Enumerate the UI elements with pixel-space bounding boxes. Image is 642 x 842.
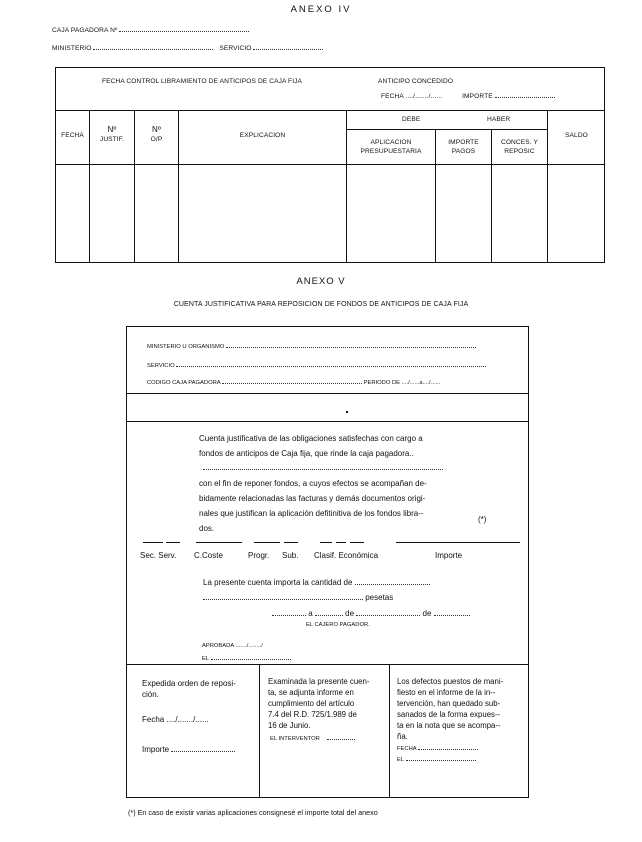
col-ccoste: C.Coste: [194, 551, 223, 560]
col-justif: JUSTIF.: [99, 136, 125, 143]
defectos-el-field[interactable]: [406, 755, 476, 761]
table-header-divider: [55, 110, 605, 111]
para-line-4: bidamente relacionadas las facturas y demás documentos origi-: [199, 494, 426, 503]
defectos-el-text: EL: [397, 757, 404, 763]
apl-line-progr: [254, 542, 280, 543]
col-fecha: FECHA: [61, 132, 84, 139]
defectos-6: ña.: [397, 732, 408, 741]
cajero-pagador: EL CAJERO PAGADOR.: [306, 622, 370, 628]
interventor-field[interactable]: [327, 734, 355, 740]
codigo-caja-line: [147, 378, 440, 386]
col-op: O/P: [150, 136, 163, 143]
table-title: FECHA CONTROL LIBRAMIENTO DE ANTICIPOS DE CAJA FIJA: [102, 78, 303, 85]
defectos-fecha-line: [397, 744, 478, 752]
col-conces-1: CONCES. Y: [500, 139, 539, 146]
servicio-v-field[interactable]: [176, 361, 486, 367]
aprobada-text: APROBADA: [202, 643, 234, 649]
de1-text: de: [345, 609, 355, 618]
codigo-caja-text: CODIGO CAJA PAGADORA: [147, 380, 221, 386]
col-progr: Progr.: [248, 551, 270, 560]
column-header-bottom: [55, 164, 605, 165]
pesetas-line: [203, 590, 393, 605]
examinada-4: 7.4 del R.D. 725/1.989 de: [268, 710, 357, 719]
examinada-3: cumplimiento del artículo: [268, 699, 355, 708]
form-divider-2: [126, 421, 529, 422]
anticipo-fecha-field[interactable]: ..../......./......: [405, 93, 443, 100]
servicio-v-text: SERVICIO: [147, 363, 175, 369]
defectos-5: ta en la nota que se acompa--: [397, 721, 501, 730]
importa-line: [203, 575, 430, 590]
ministerio-field[interactable]: [93, 44, 213, 50]
mes-field[interactable]: [356, 610, 420, 616]
lugar-fecha-line: [272, 606, 470, 621]
col-explicacion: EXPLICACION: [239, 132, 286, 139]
caja-pagadora-field[interactable]: [119, 26, 249, 32]
apl-line-clasif2: [336, 542, 346, 543]
apl-line-importe: [396, 542, 520, 543]
caja-pagadora-text: CAJA PAGADORA Nº: [52, 27, 118, 34]
footnote: (*) En caso de existir varias aplicaciones consignesé el importe total del anexo: [128, 808, 378, 817]
anticipo-fecha-text: FECHA: [381, 93, 404, 100]
anticipo-label: ANTICIPO CONCEDIDO: [378, 78, 454, 85]
col-haber: HABER: [487, 116, 511, 123]
expedida-fecha-text: Fecha: [142, 715, 165, 724]
col-sec-serv: Sec. Serv.: [140, 551, 177, 560]
pesetas-field[interactable]: [203, 594, 363, 600]
expedida-1: Expedida orden de reposi-: [142, 679, 236, 688]
interventor-text: EL INTERVENTOR: [270, 736, 320, 742]
defectos-el-line: [397, 755, 476, 763]
expedida-2: ción.: [142, 690, 159, 699]
col-line-4: [346, 110, 347, 263]
apl-line-clasif3: [350, 542, 364, 543]
defectos-1: Los defectos puestos de mani-: [397, 677, 504, 686]
bottom-col-line-1: [259, 664, 260, 798]
para-line-2: fondos de anticipos de Caja fija, que rinde la caja pagadora..: [199, 449, 414, 458]
ministerio-organismo-line: [147, 342, 476, 350]
col-debe: DEBE: [402, 116, 421, 123]
col-aplicacion-1: APLICACION: [370, 139, 412, 146]
apl-line-serv: [166, 542, 180, 543]
expedida-fecha: [142, 715, 209, 724]
caja-pagadora-label: [52, 26, 249, 34]
examinada-2: ta, se adjunta informe en: [268, 688, 354, 697]
anticipo-importe-text: IMPORTE: [462, 93, 493, 100]
codigo-caja-field[interactable]: [222, 378, 362, 384]
a-text: a: [308, 609, 313, 618]
col-clasif: Clasif. Económica: [314, 551, 379, 560]
asterisk-note: (*): [478, 515, 487, 524]
periodo-text: PERIODO DE: [363, 380, 400, 386]
periodo-field[interactable]: ..../......a..../......: [401, 380, 441, 386]
de2-text: de: [422, 609, 432, 618]
col-saldo: SALDO: [565, 132, 588, 139]
col-sub: Sub.: [282, 551, 299, 560]
para-line-6: dos.: [199, 524, 215, 533]
importa-field[interactable]: [355, 579, 430, 585]
expedida-importe-text: Importe: [142, 745, 170, 754]
ministerio-organismo-field[interactable]: [226, 342, 476, 348]
importa-text: La presente cuenta importa la cantidad de: [203, 578, 353, 587]
ministerio-text: MINISTERIO: [52, 45, 92, 52]
anticipo-importe-field[interactable]: [495, 92, 555, 98]
defectos-3: tervención, han quedado sub-: [397, 699, 501, 708]
form-divider-1: [126, 393, 529, 394]
anticipo-fecha-line: [381, 92, 555, 100]
col-aplicacion-2: PRESUPUESTARIA: [360, 148, 422, 155]
anio-field[interactable]: [434, 610, 470, 616]
ministerio-line: [52, 44, 323, 52]
para-line-5: nales que justifican la aplicación defitinitiva de los fondos libra--: [199, 509, 424, 518]
defectos-fecha-field[interactable]: [418, 744, 478, 750]
col-importe-1: IMPORTE: [448, 139, 479, 146]
apl-line-sec: [143, 542, 163, 543]
el-line: [202, 654, 291, 662]
para-line-1: Cuenta justificativa de las obligaciones satisfechas con cargo a: [199, 434, 423, 443]
expedida-fecha-field[interactable]: ..../......./......: [166, 715, 209, 724]
servicio-text: SERVICIO: [219, 45, 252, 52]
interventor-line: [270, 734, 355, 742]
debe-haber-divider: [346, 129, 547, 130]
center-dot: [346, 411, 348, 413]
el-field[interactable]: [211, 654, 291, 660]
expedida-importe: [142, 745, 235, 754]
anexo-v-title: ANEXO V: [296, 276, 346, 287]
servicio-line: [147, 361, 486, 369]
col-op-no: Nº: [152, 125, 161, 134]
examinada-1: Examinada la presente cuen-: [268, 677, 370, 686]
servicio-field[interactable]: [253, 44, 323, 50]
ministerio-organismo-text: MINISTERIO U ORGANISMO: [147, 344, 225, 350]
col-justif-no: Nº: [107, 125, 117, 134]
apl-line-sub: [284, 542, 298, 543]
examinada-5: 16 de Junio.: [268, 721, 311, 730]
anexo-iv-title: ANEXO IV: [290, 4, 352, 15]
col-conces-2: REPOSIC: [504, 148, 535, 155]
defectos-2: fiesto en el informe de la in--: [397, 688, 496, 697]
caja-pagadora-v-field[interactable]: [203, 469, 443, 470]
expedida-importe-field[interactable]: [171, 746, 235, 752]
form-divider-3: [126, 664, 529, 665]
lugar-field[interactable]: [272, 610, 306, 616]
dia-field[interactable]: [315, 610, 343, 616]
col-importe-v: Importe: [435, 551, 463, 560]
aprobada-line: [202, 643, 263, 649]
pesetas-text: pesetas: [365, 593, 394, 602]
apl-line-clasif1: [320, 542, 332, 543]
anexo-v-subtitle: CUENTA JUSTIFICATIVA PARA REPOSICION DE FONDOS DE ANTICIPOS DE CAJA FIJA: [173, 301, 469, 308]
defectos-fecha-text: FECHA: [397, 746, 417, 752]
aprobada-field[interactable]: ......./......../: [235, 643, 263, 649]
apl-line-coste: [196, 542, 242, 543]
el-text: EL: [202, 656, 209, 662]
col-importe-2: PAGOS: [451, 148, 476, 155]
defectos-4: sanados de la forma expues--: [397, 710, 501, 719]
para-line-3: con el fin de reponer fondos, a cuyos efectos se acompañan de-: [199, 479, 427, 488]
bottom-col-line-2: [389, 664, 390, 798]
